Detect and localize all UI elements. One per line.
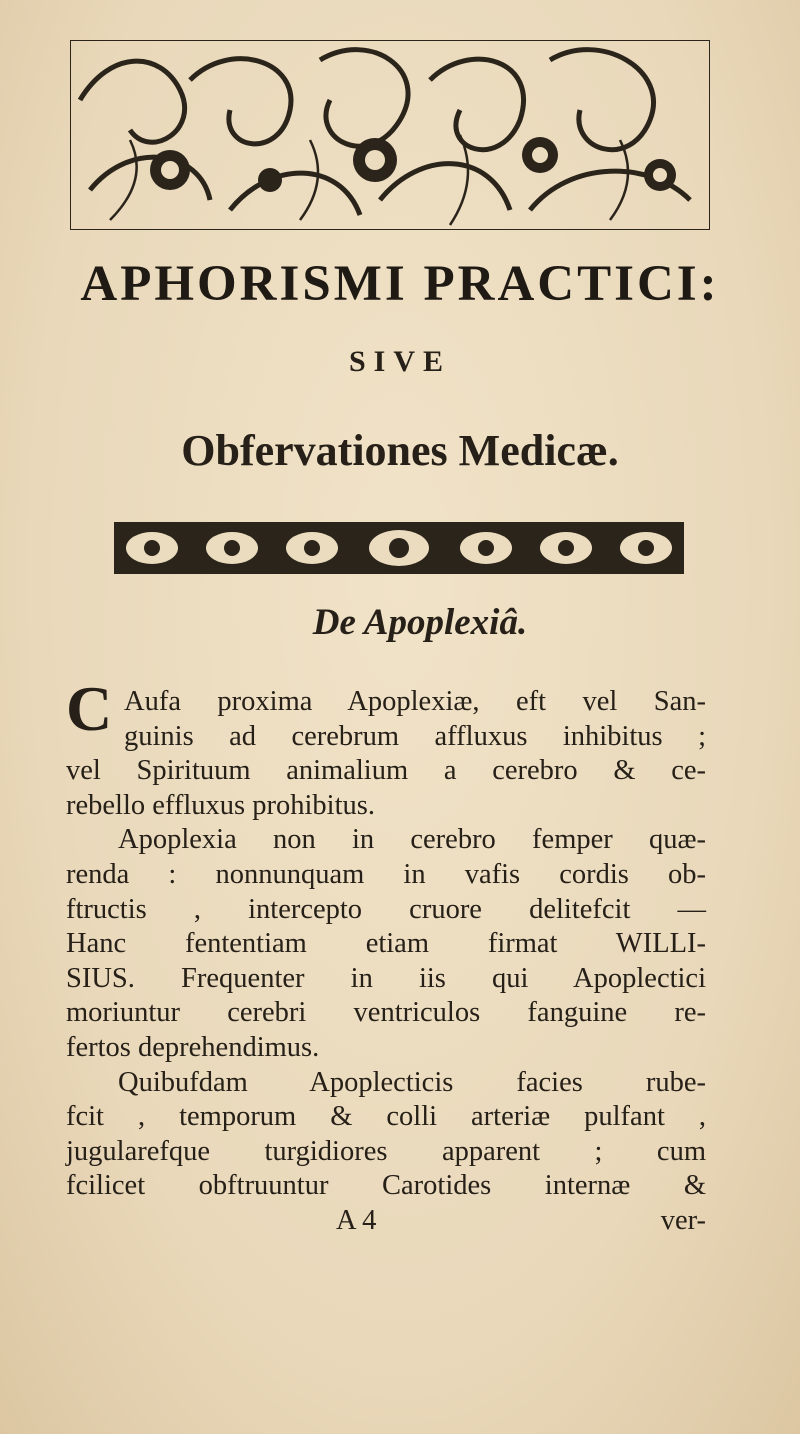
- text-line: ftructis , intercepto cruore delitefcit —: [66, 893, 706, 925]
- drop-cap: C: [66, 673, 113, 744]
- body-text: [66, 673, 706, 1239]
- text-line: jugularefque turgidiores apparent ; cum: [66, 1135, 706, 1167]
- text-line: moriuntur cerebri ventriculos fanguine re-: [66, 997, 706, 1029]
- text-line: fertos deprehendimus.: [66, 1031, 320, 1063]
- text-line: renda : nonnunquam in vafis cordis ob-: [66, 858, 706, 890]
- text-line: rebello effluxus prohibitus.: [66, 789, 375, 821]
- section-heading: De Apoplexiâ.: [312, 602, 528, 643]
- subtitle: SIVE: [348, 345, 452, 378]
- catchword: ver-: [660, 1204, 706, 1236]
- text-line: fcit , temporum & colli arteriæ pulfant ,: [66, 1101, 706, 1133]
- text-line: SIUS. Frequenter in iis qui Apoplectici: [66, 962, 706, 994]
- page-footer: [66, 1204, 706, 1239]
- text-line: Hanc fententiam etiam firmat WILLI-: [66, 928, 706, 960]
- page-title: APHORISMI PRACTICI:: [80, 256, 720, 312]
- text-line: Quibufdam Apoplecticis facies rube-: [118, 1066, 706, 1098]
- text-line: guinis ad cerebrum affluxus inhibitus ;: [124, 720, 706, 752]
- text-line: C Aufa proxima Apoplexiæ, eft vel San-: [66, 673, 706, 744]
- work-title: Obfervationes Medicæ.: [181, 426, 619, 475]
- floral-headpiece-ornament: [70, 40, 710, 230]
- text-line: vel Spirituum animalium a cerebro & ce-: [66, 755, 706, 787]
- text-line: fcilicet obftruuntur Carotides internæ &: [66, 1170, 706, 1202]
- text-line: Apoplexia non in cerebro femper quæ-: [118, 824, 706, 856]
- decorative-border-rule: [112, 518, 686, 578]
- signature-mark: A 4: [336, 1204, 377, 1236]
